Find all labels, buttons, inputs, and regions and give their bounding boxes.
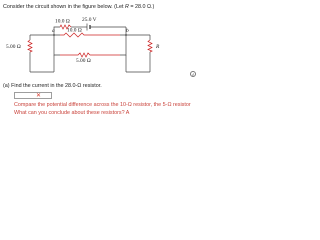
problem-value: = 28.0 Ω.) bbox=[128, 4, 155, 10]
feedback-line-1: Compare the potential difference across the 10-Ω resistor, the 5-Ω resistor bbox=[14, 102, 191, 108]
battery-label: 25.0 V bbox=[82, 17, 97, 23]
problem-variable: R bbox=[124, 4, 129, 10]
x-mark-icon: ✕ bbox=[36, 91, 42, 99]
resistor-left bbox=[28, 40, 32, 52]
node-b-dot bbox=[125, 34, 127, 36]
node-b-label: b bbox=[126, 28, 129, 34]
info-icon[interactable]: i bbox=[190, 71, 196, 77]
resistor-right-label: R bbox=[156, 44, 160, 50]
resistor-bottom bbox=[60, 53, 120, 57]
resistor-middle-label: 10.0 Ω bbox=[67, 27, 82, 34]
feedback-message bbox=[14, 101, 197, 117]
node-a-label: a bbox=[52, 28, 55, 34]
resistor-right bbox=[148, 40, 152, 52]
resistor-left-label: 5.00 Ω bbox=[6, 44, 21, 50]
current-answer-input[interactable] bbox=[14, 92, 52, 99]
feedback-line-2: What can you conclude about these resistors? A bbox=[14, 110, 130, 116]
problem-prefix: Consider the circuit shown in the figure below. (Let bbox=[3, 4, 125, 10]
resistor-bottom-label: 5.00 Ω bbox=[76, 58, 91, 64]
circuit-wires bbox=[30, 27, 150, 72]
resistor-top-label: 10.0 Ω bbox=[55, 18, 70, 25]
resistor-middle bbox=[60, 33, 120, 37]
part-a-question: (a) Find the current in the 28.0-Ω resistor. bbox=[3, 83, 102, 89]
node-a-dot bbox=[53, 34, 55, 36]
battery-symbol bbox=[87, 24, 90, 31]
